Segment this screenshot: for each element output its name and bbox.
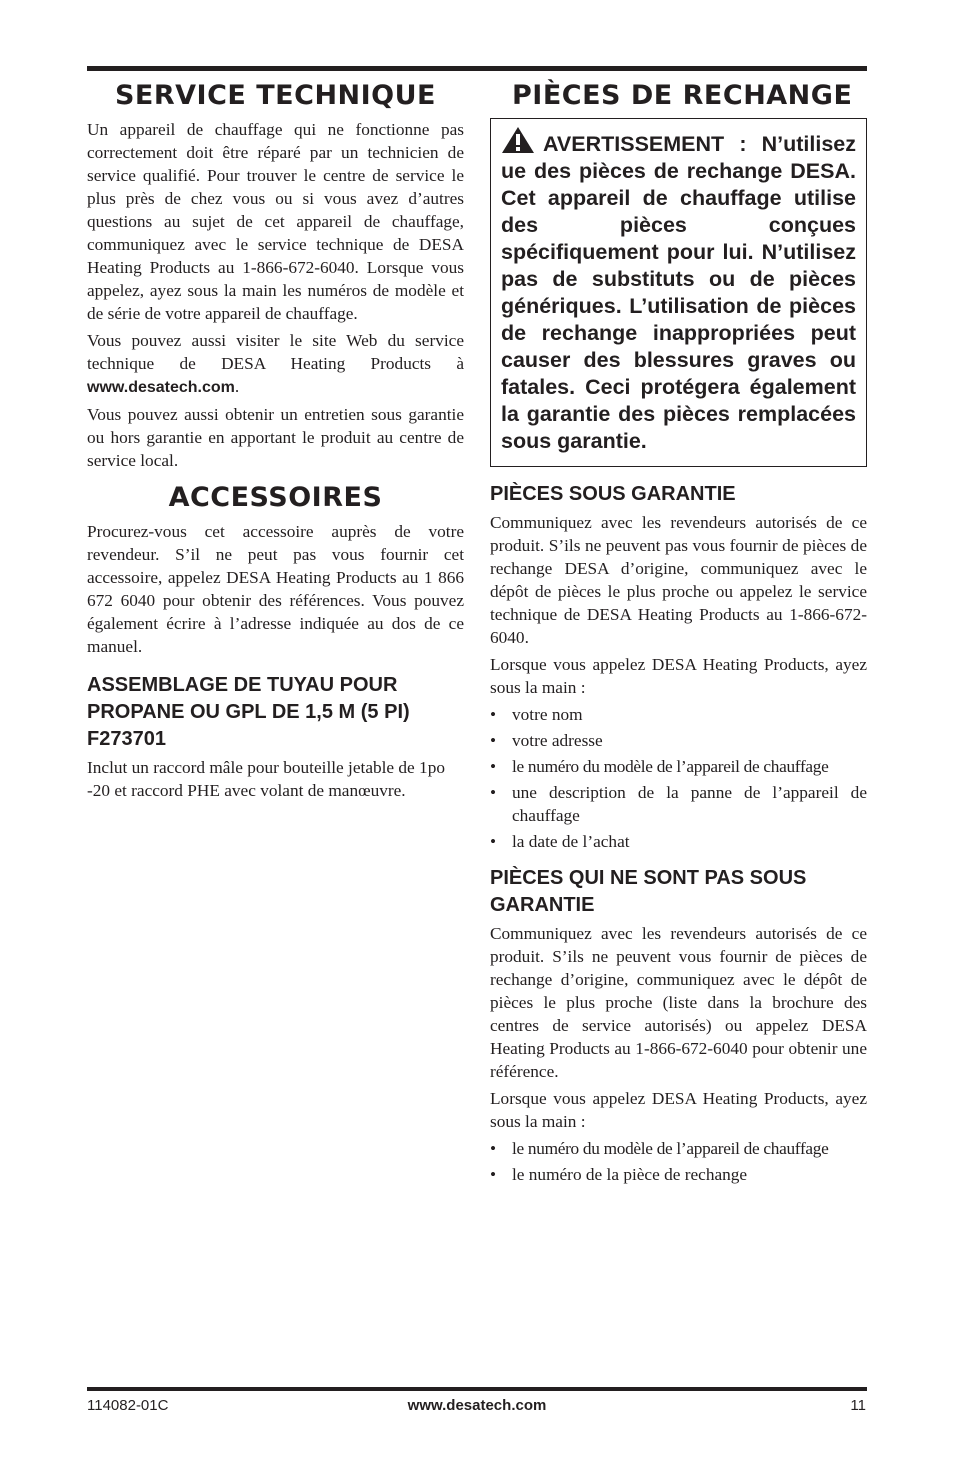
- sous-garantie-paragraph-2: Lorsque vous appelez DESA Heating Products, ayez sous la main :: [490, 655, 867, 697]
- document-number: 114082-01C: [87, 1397, 169, 1414]
- warning-triangle-icon: [501, 126, 535, 154]
- website-link[interactable]: www.desatech.com: [87, 379, 235, 396]
- service-technique-heading: SERVICE TECHNIQUE: [114, 80, 437, 111]
- left-column: [87, 74, 464, 806]
- warning-text: AVERTISSEMENT : N’utilisez ue des pièces de rechange DESA. Cet appareil de chauffage utilise des pièces conçues spécifiquement pour lui. N’utilisez pas de substituts ou de pièces génériques. L’utilisation de pièces de rechange inappropriées peut causer des blessures graves ou fatales. Ceci protégera également la garantie des pièces remplacées sous garantie.: [501, 132, 856, 453]
- service-paragraph-1: Un appareil de chauffage qui ne fonctionne pas correctement doit être réparé par un technicien de service qualifié. Pour trouver le centre de service le plus près de chez vous ou si vous avez d’autres questions au sujet de cet appareil de chauffage, communiquez avec le service technique de DESA Heating Products au 1-866-672-6040. Lorsque vous appelez, ayez sous la main les numéros de modèle et de série de votre appareil de chauffage.: [87, 120, 464, 323]
- pieces-de-rechange-heading: PIÈCES DE RECHANGE: [512, 80, 853, 111]
- accessory-item-description: Inclut un raccord mâle pour bouteille jetable de 1po -20 et raccord PHE avec volant de manœuvre.: [87, 758, 445, 800]
- hors-garantie-paragraph-1: Communiquez avec les revendeurs autorisés de ce produit. S’ils ne peuvent vous fournir de pièces de rechange d’origine, communiquez avec le dépôt de pièces le plus proche (liste dans la brochure des centres de service autorisés) ou appelez DESA Heating Products au 1-866-672-6040 pour obtenir une référence.: [490, 924, 867, 1081]
- sous-garantie-list: [490, 703, 867, 853]
- list-item: • le numéro du modèle de l’appareil de chauffage: [490, 757, 829, 776]
- page-number: 11: [850, 1397, 866, 1414]
- sous-garantie-paragraph-1: Communiquez avec les revendeurs autorisés de ce produit. S’ils ne peuvent pas vous fournir de pièces de rechange DESA d’origine, communiquez avec le dépôt de pièces le plus proche ou appelez le service technique de DESA Heating Products au 1-866-672-6040.: [490, 513, 867, 647]
- list-item: • le numéro du modèle de l’appareil de chauffage: [490, 1139, 829, 1158]
- list-item: • une description de la panne de l’appareil de chauffage: [490, 783, 867, 825]
- hors-garantie-list: [490, 1137, 867, 1186]
- service-paragraph-2: [87, 329, 464, 399]
- list-item: • votre adresse: [490, 731, 603, 750]
- pieces-sous-garantie-heading: PIÈCES SOUS GARANTIE: [490, 483, 736, 505]
- list-item: • votre nom: [490, 705, 583, 724]
- top-rule: [87, 66, 867, 71]
- service-paragraph-2-text: Vous pouvez aussi visiter le site Web du service technique de DESA Heating Products à: [87, 331, 464, 373]
- footer-website[interactable]: www.desatech.com: [407, 1397, 547, 1414]
- right-column: [490, 74, 867, 1198]
- bottom-rule: [87, 1387, 867, 1391]
- list-item: • la date de l’achat: [490, 832, 630, 851]
- service-paragraph-3: Vous pouvez aussi obtenir un entretien sous garantie ou hors garantie en apportant le produit au centre de service local.: [87, 405, 464, 470]
- list-item: • le numéro de la pièce de rechange: [490, 1165, 748, 1184]
- pieces-hors-garantie-heading: PIÈCES QUI NE SONT PAS SOUS GARANTIE: [490, 867, 807, 916]
- hors-garantie-paragraph-2: Lorsque vous appelez DESA Heating Products, ayez sous la main :: [490, 1089, 867, 1131]
- warning-box: [490, 118, 867, 467]
- service-paragraph-2-end: .: [234, 377, 240, 396]
- accessoires-heading: ACCESSOIRES: [168, 482, 383, 513]
- accessory-item-title: ASSEMBLAGE DE TUYAU POUR PROPANE OU GPL DE 1,5 M (5 PI) F273701: [87, 674, 410, 750]
- accessoires-paragraph: Procurez-vous cet accessoire auprès de votre revendeur. S’il ne peut pas vous fournir cet accessoire, appelez DESA Heating Products au 1 866 672 6040 pour obtenir des références. Vous pouvez également écrire à l’adresse indiquée au dos de ce manuel.: [87, 522, 464, 656]
